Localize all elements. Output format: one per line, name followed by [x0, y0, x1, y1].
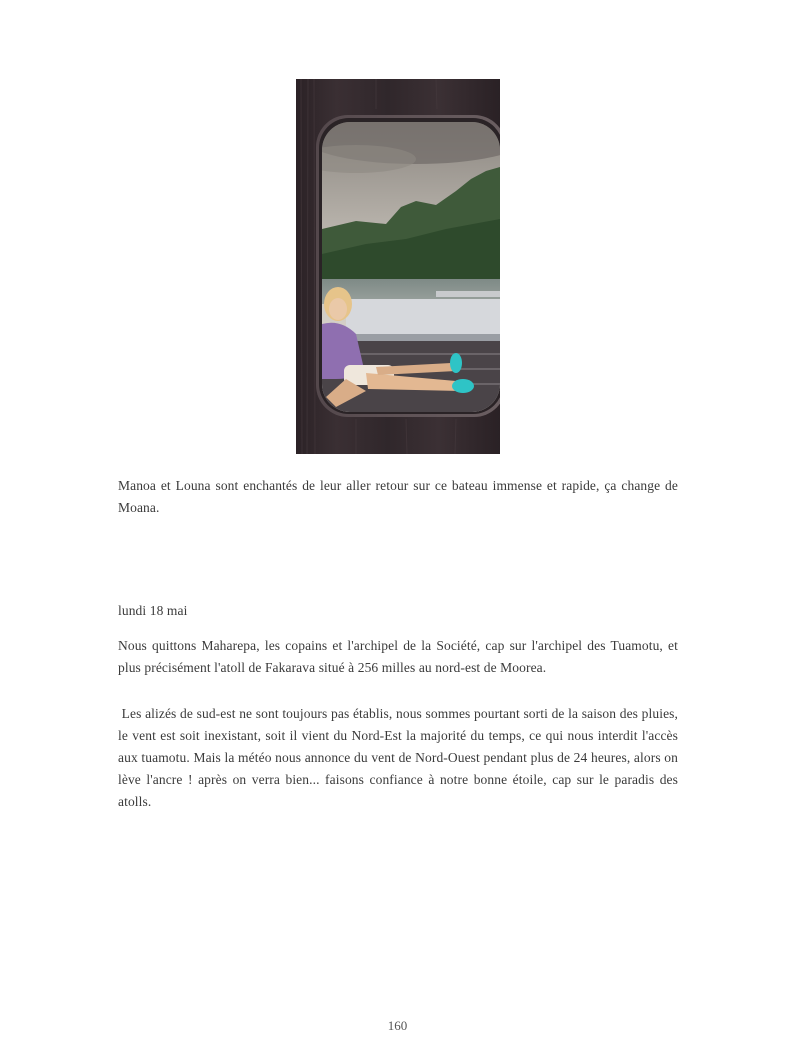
photo-caption: Manoa et Louna sont enchantés de leur aller retour sur ce bateau immense et rapide, ça change de Moana.: [118, 478, 678, 515]
page-number: 160: [387, 1018, 408, 1033]
entry-date: lundi 18 mai: [118, 603, 188, 618]
ferry-window-photo: [296, 79, 500, 454]
entry-paragraph-2: Les alizés de sud-est ne sont toujours pas établis, nous sommes pourtant sorti de la saison des pluies, le vent est soit inexistant, soit il vient du Nord-Est la majorité du temps, ce qui nous interdit l'accès aux tuamotu. Mais la météo nous annonce du vent de Nord-Ouest pendant plus de 24 heures, alors on lève l'ancre ! après on verra bien... faisons confiance à notre bonne étoile, cap sur le paradis des atolls.: [118, 706, 682, 809]
entry-paragraph-1: Nous quittons Maharepa, les copains et l'archipel de la Société, cap sur l'archipel des Tuamotu, et plus précisément l'atoll de Fakarava situé à 256 milles au nord-est de Moorea.: [118, 638, 678, 675]
photo-image: [296, 79, 500, 454]
